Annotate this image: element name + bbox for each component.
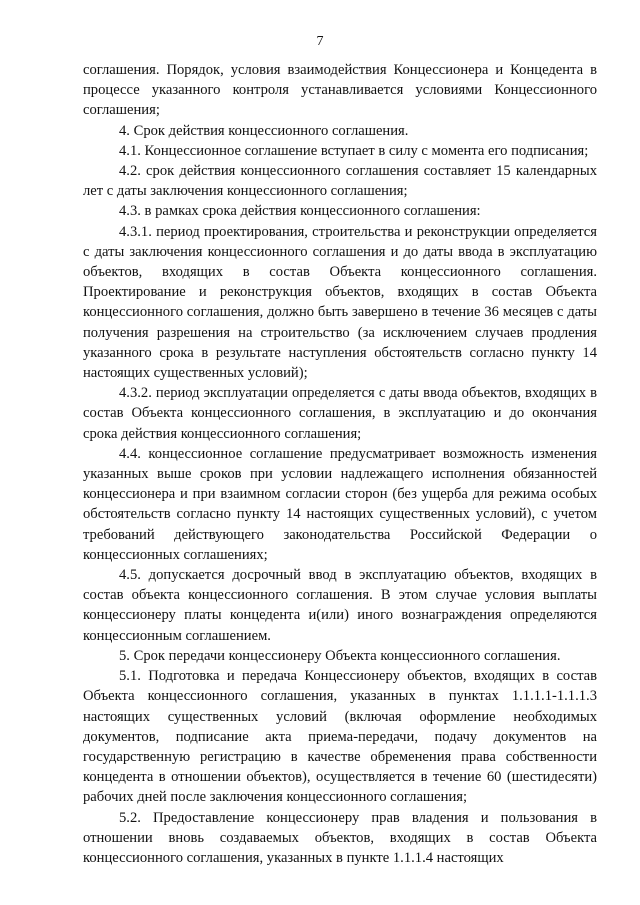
document-body [83, 60, 597, 868]
paragraph: 4.5. допускается досрочный ввод в эксплуатацию объектов, входящих в состав объекта концессионного соглашения. В этом случае условия выплаты концессионеру платы концедента и(или) иного вознаграждения определяются концессионным соглашением. [83, 567, 597, 644]
section-heading: 5. Срок передачи концессионеру Объекта концессионного соглашения. [119, 647, 561, 664]
paragraph: 4.3. в рамках срока действия концессионного соглашения: [119, 203, 481, 220]
paragraph: 4.4. концессионное соглашение предусматривает возможность изменения указанных выше сроков при условии надлежащего исполнения обязанностей концессионера и при взаимном согласии сторон (без ущерба для режима особых обстоятельств согласно пункту 14 настоящих существенных условий), с учетом требований действующего законодательства Российской Федерации о концессионных соглашениях; [83, 445, 597, 563]
paragraph: 4.3.1. период проектирования, строительства и реконструкции определяется с даты заключения концессионного соглашения и до даты ввода в эксплуатацию объектов, входящих в состав Объекта концессионного соглашения. Проектирование и реконструкция объектов, входящих в состав Объекта концессионного соглашения, должно быть завершено в течение 36 месяцев с даты получения разрешения на строительство (за исключением случаев продления указанного срока в результате наступления обстоятельств согласно пункту 14 настоящих существенных условий); [83, 223, 597, 382]
section-heading: 4. Срок действия концессионного соглашения. [119, 122, 409, 139]
page-number: 7 [316, 34, 324, 49]
paragraph: 4.1. Концессионное соглашение вступает в силу с момента его подписания; [119, 142, 589, 159]
paragraph: 5.2. Предоставление концессионеру прав владения и пользования в отношении вновь создаваемых объектов, входящих в состав Объекта концессионного соглашения, указанных в пункте 1.1.1.4 настоящих [83, 809, 597, 866]
paragraph: 5.1. Подготовка и передача Концессионеру объектов, входящих в состав Объекта концессионного соглашения, указанных в пунктах 1.1.1.1-1.1.1.3 настоящих существенных условий (включая оформление необходимых документов, подписание акта приема-передачи, подачу документов на государственную регистрацию в качестве обременения права собственности концедента в отношении объектов), осуществляется в течение 60 (шестидесяти) рабочих дней после заключения концессионного соглашения; [83, 668, 597, 806]
paragraph: 4.2. срок действия концессионного соглашения составляет 15 календарных лет с даты заключения концессионного соглашения; [83, 163, 597, 200]
paragraph: соглашения. Порядок, условия взаимодействия Концессионера и Концедента в процессе указанного контроля устанавливается условиями Концессионного соглашения; [83, 62, 597, 119]
paragraph: 4.3.2. период эксплуатации определяется с даты ввода объектов, входящих в состав Объекта концессионного соглашения, в эксплуатацию и до окончания срока действия концессионного соглашения; [83, 385, 597, 442]
